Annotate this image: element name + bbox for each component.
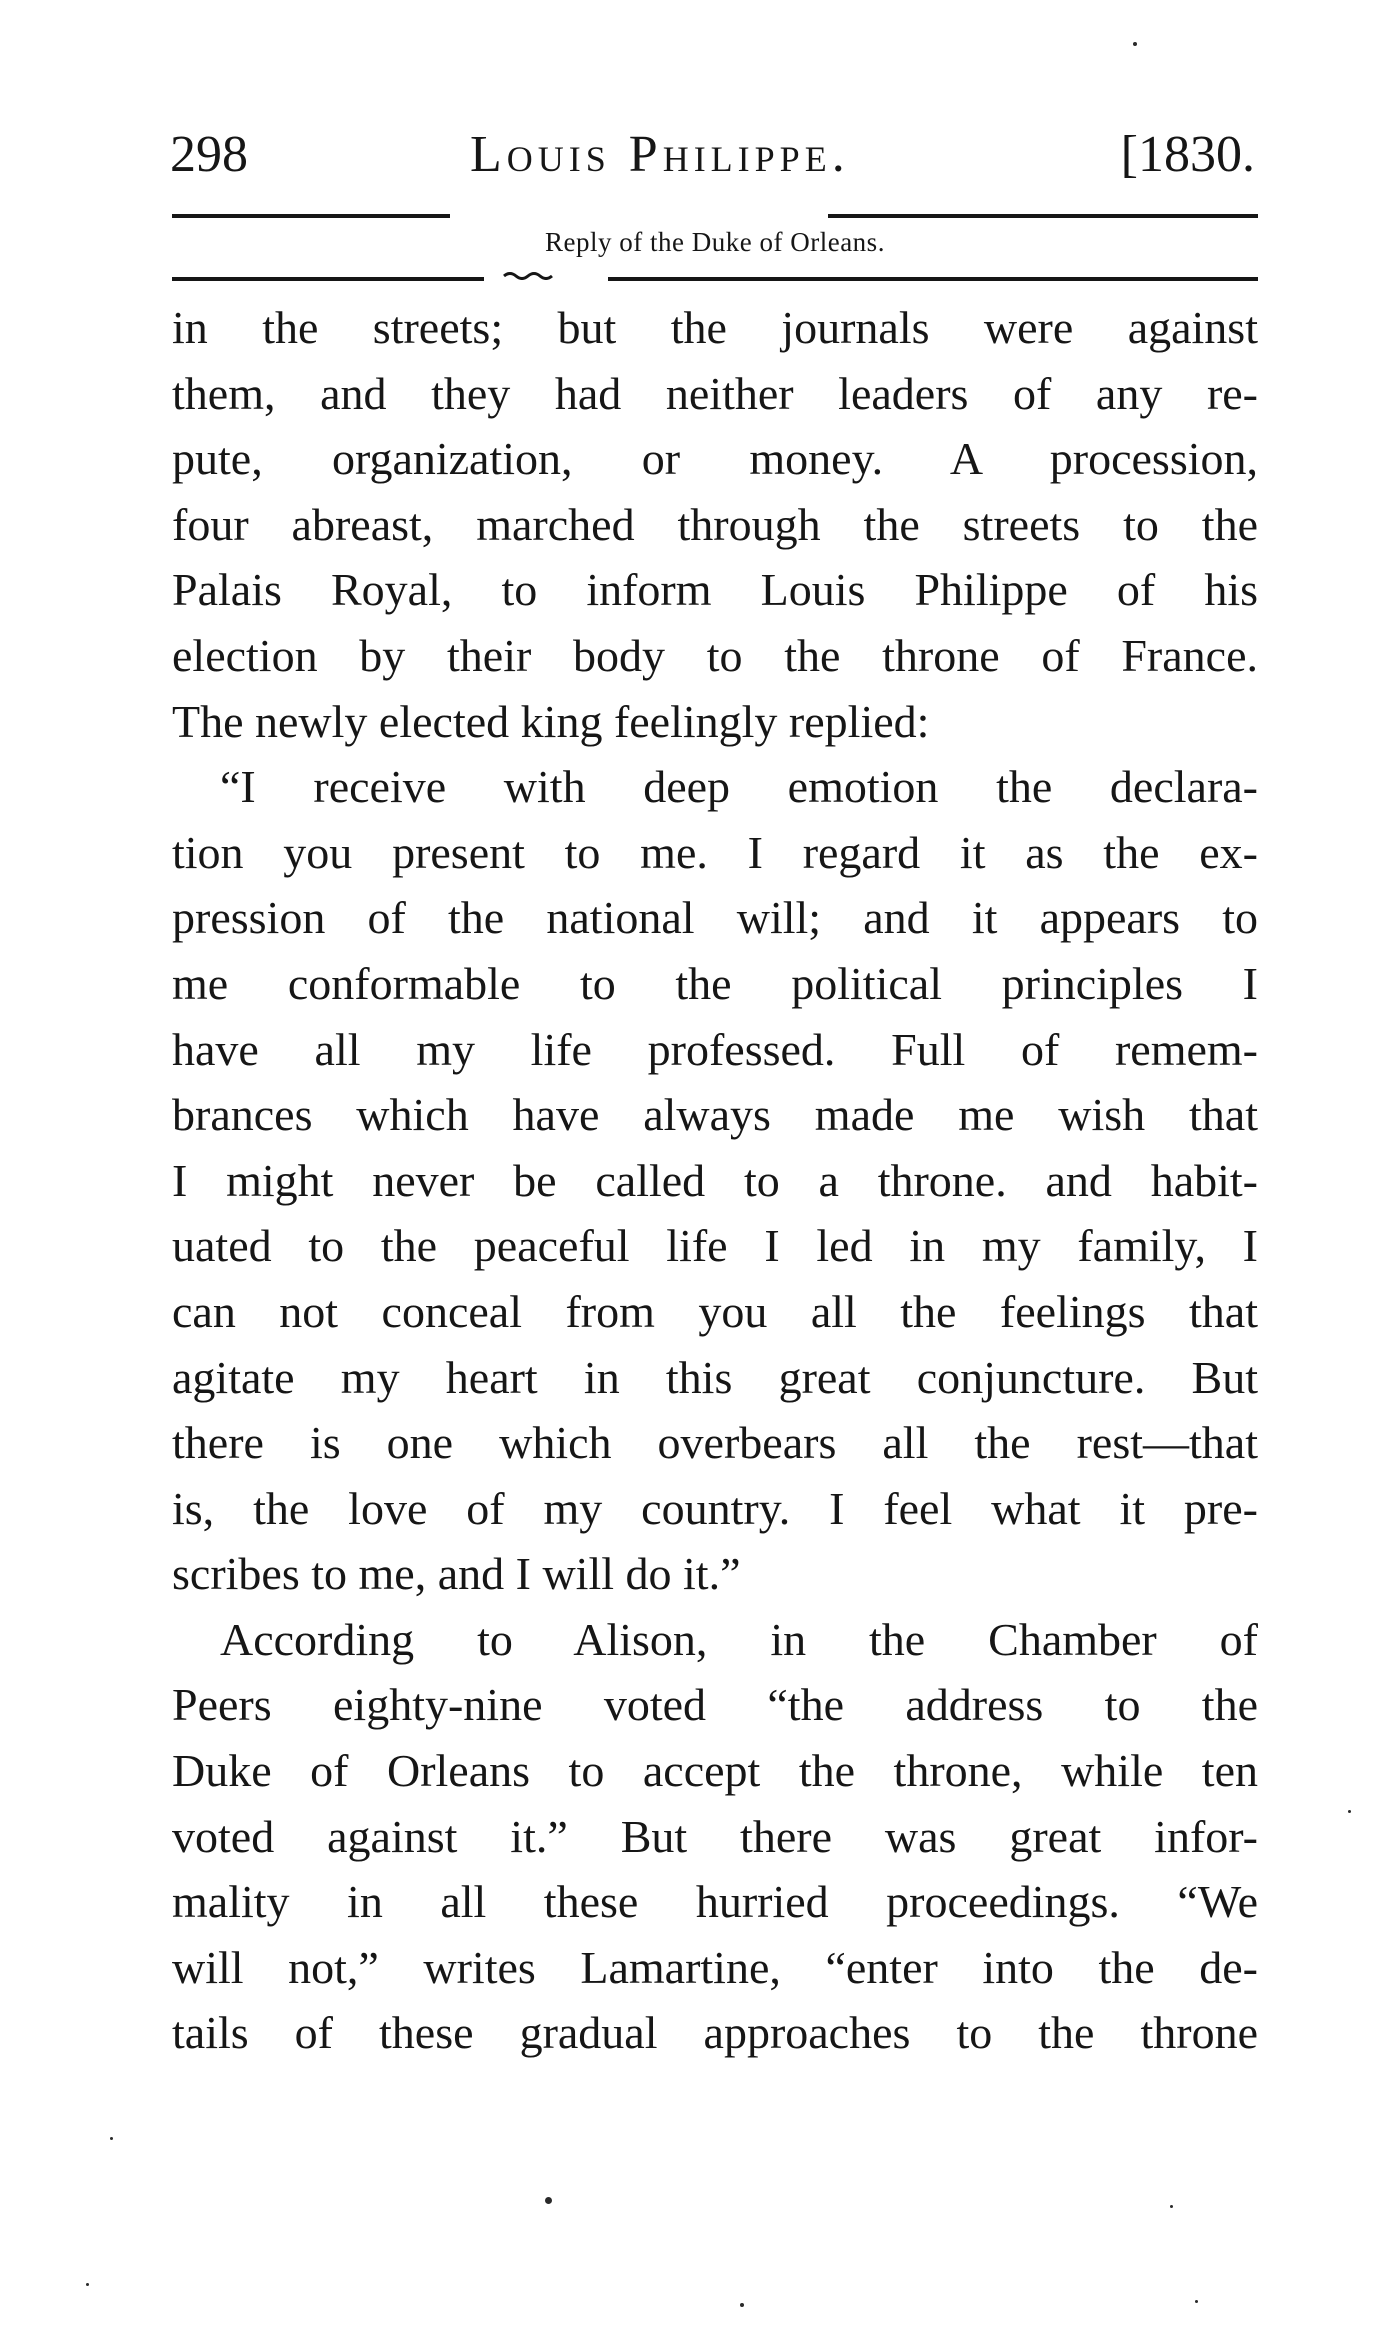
text-line: voted against it.” But there was great infor- <box>172 1810 1258 1862</box>
text-line: Peers eighty-nine voted “the address to the <box>172 1679 1258 1731</box>
text-line: there is one which overbears all the rest—that <box>172 1417 1258 1469</box>
text-line: Palais Royal, to inform Louis Philippe of his <box>172 564 1258 616</box>
scan-speck <box>1170 2205 1173 2208</box>
scan-speck <box>110 2137 113 2140</box>
scan-speck <box>86 2283 89 2286</box>
text-line: tails of these gradual approaches to the throne <box>172 2007 1258 2059</box>
text-line: tion you present to me. I regard it as the ex- <box>172 826 1258 878</box>
text-line: The newly elected king feelingly replied: <box>172 695 930 747</box>
quote-start-line: “I receive with deep emotion the declara- <box>220 761 1258 813</box>
text-line: mality in all these hurried proceedings. “We <box>172 1876 1258 1928</box>
ornament-flourish-icon <box>500 270 560 280</box>
text-line: is, the love of my country. I feel what it pre- <box>172 1482 1258 1534</box>
text-line: four abreast, marched through the streets to the <box>172 498 1258 550</box>
scan-speck <box>545 2197 552 2204</box>
text-line: me conformable to the political principles I <box>172 957 1258 1009</box>
text-line: can not conceal from you all the feelings that <box>172 1285 1258 1337</box>
header-rule-bottom-left <box>172 277 484 281</box>
text-line: will not,” writes Lamartine, “enter into the de- <box>172 1941 1258 1993</box>
scan-speck <box>1133 42 1137 46</box>
text-line: them, and they had neither leaders of any re- <box>172 367 1258 419</box>
text-line: I might never be called to a throne. and habit- <box>172 1154 1258 1206</box>
rule-ornament <box>500 270 560 280</box>
text-line: brances which have always made me wish that <box>172 1089 1258 1141</box>
scan-speck <box>1195 2300 1198 2303</box>
text-line: Duke of Orleans to accept the throne, while ten <box>172 1745 1258 1797</box>
text-line: in the streets; but the journals were against <box>172 302 1258 353</box>
text-line: agitate my heart in this great conjuncture. But <box>172 1351 1258 1403</box>
page-number: 298 <box>170 126 248 183</box>
paragraph-start-line: According to Alison, in the Chamber of <box>220 1613 1258 1665</box>
header-rule-bottom-right <box>608 277 1258 281</box>
year-marker: [1830. <box>1120 126 1255 183</box>
header-rule-top-right <box>828 214 1258 218</box>
text-line: uated to the peaceful life I led in my family, I <box>172 1220 1258 1272</box>
body-text <box>172 295 1258 2066</box>
text-line: pute, organization, or money. A procession, <box>172 433 1258 485</box>
scan-speck <box>740 2303 744 2307</box>
text-line: scribes to me, and I will do it.” <box>172 1548 741 1600</box>
running-head <box>170 120 1255 190</box>
header-rule-top-left <box>172 214 450 218</box>
section-subhead: Reply of the Duke of Orleans. <box>545 227 885 257</box>
text-line: election by their body to the throne of France. <box>172 629 1258 681</box>
text-line: pression of the national will; and it appears to <box>172 892 1258 944</box>
scan-speck <box>1348 1810 1351 1813</box>
book-title: Louis Philippe. <box>470 126 850 183</box>
text-line: have all my life professed. Full of remem- <box>172 1023 1258 1075</box>
